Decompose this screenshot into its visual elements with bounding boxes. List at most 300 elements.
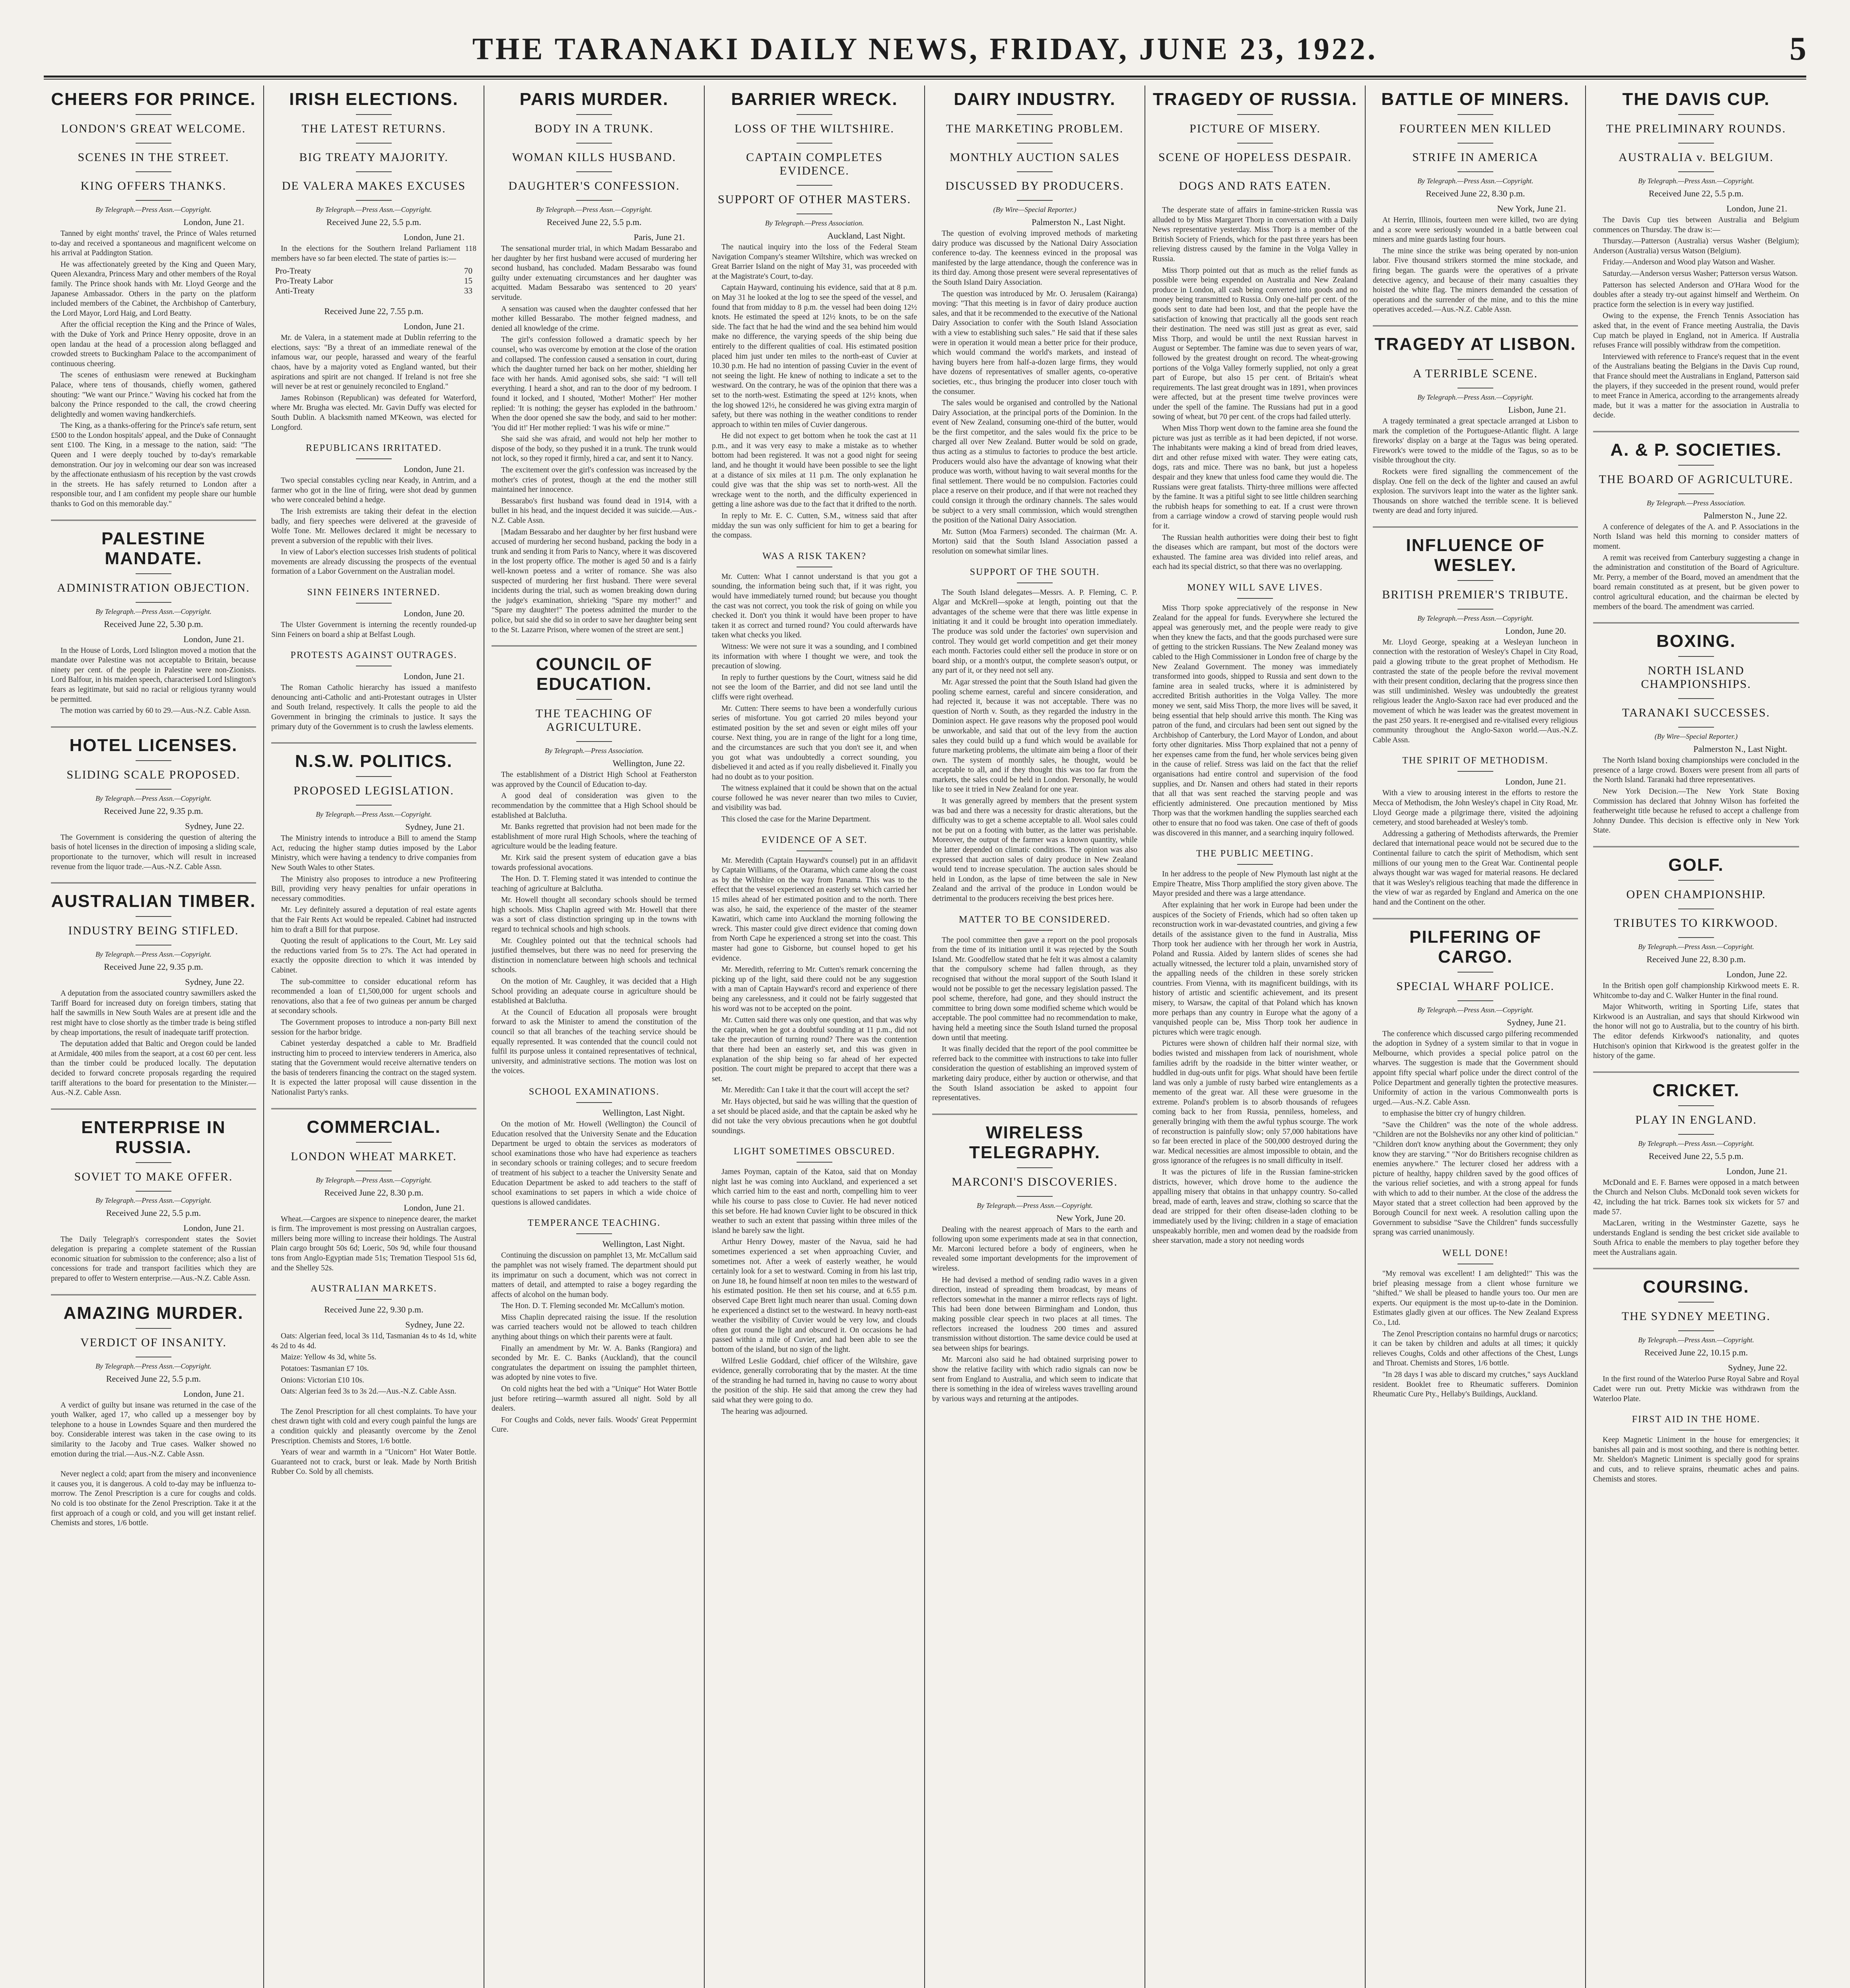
article-body — [271, 620, 476, 640]
section-rule — [932, 1114, 1137, 1115]
article-body — [1593, 1435, 1799, 1484]
subheading: LIGHT SOMETIMES OBSCURED. — [733, 1146, 896, 1157]
paragraph: A conference of delegates of the A. and P. Associations in the North Island was held this morning to consider matters of moment. — [1593, 522, 1799, 551]
paragraph: The King, as a thanks-offering for the Prince's safe return, sent £500 to the London hospitals' appeal, and the Duke of Connaught sent £100. The King, in a message to the nation, said: "The Queen and I were deeply touched by to-day's remarkable demonstration. Our joy in welcoming our dear son was increased by the affectionate enthusiasm of his reception by the vast crowds in the streets. He has safely returned to London after a responsible tour, and I am confident my people share our humble thanks to God on this memorable day." — [51, 421, 256, 509]
divider — [1678, 880, 1714, 881]
article — [1593, 1072, 1799, 1258]
byline: By Telegraph.—Press Assn.—Copyright. — [977, 1201, 1093, 1209]
divider — [1678, 1330, 1714, 1331]
article — [51, 1294, 256, 1460]
paragraph: Potatoes: Tasmanian £7 10s. — [281, 1365, 369, 1373]
paragraph: Mr. Meredith, referring to Mr. Cutten's remark concerning the picking up of the light, said there could not be any suggestion with a man of Captain Hayward's record and experience of there being any carelessness, and it could not be fairly suggested that his word was not to be accepted on the point. — [712, 965, 917, 1013]
paragraph: Mr. Kirk said the present system of education gave a bias towards professional avocations. — [492, 853, 697, 872]
subheading: MONEY WILL SAVE LIVES. — [1187, 582, 1323, 593]
paragraph: He had devised a method of sending radio waves in a given direction, instead of spreading them broadcast, by means of reflectors somewhat in the manner a mirror reflects rays of light. This had been done between Birmingham and London, thus making possible clear speech in two places at all times. The reflectors increased the loudness 200 times and assured transmission without distortion. The same device could be used at sea between ships for bearings. — [932, 1276, 1137, 1353]
paragraph: The Daily Telegraph's correspondent states the Soviet delegation is preparing a complete statement of the Russian economic situation for submission to the conference; also a list of concessions for trade and transport facilities which they are prepared to offer to Western enterprise.—Aus.-N.Z. Cable Assn. — [51, 1235, 256, 1283]
subheading: PROPOSED LEGISLATION. — [293, 784, 454, 798]
paragraph: Mr. Coughley pointed out that the technical schools had justified themselves, but there was no need for preserving the distinction in nomenclature between high schools and technical schools. — [492, 936, 697, 975]
paragraph: Mr. Hays objected, but said he was willing that the question of a set should be placed aside, and that the captain be asked why he did not take the very obvious precautions when he got doubtful soundings. — [712, 1097, 917, 1135]
article — [1152, 582, 1358, 838]
divider — [1678, 698, 1714, 699]
article-body — [1373, 788, 1578, 907]
dateline: London, June 21. — [183, 634, 244, 644]
paragraph: Mr. Howell thought all secondary schools should be termed high schools. Miss Chaplin agreed with Mr. Howell that there was a sort of class distinction springing up in the towns with regard to technical schools and high schools. — [492, 896, 697, 934]
divider — [576, 143, 612, 144]
article-body — [712, 243, 917, 541]
dateline: Auckland, Last Night. — [827, 231, 905, 241]
tally-row — [275, 266, 472, 276]
dateline: Palmerston N., Last Night. — [1032, 217, 1125, 227]
subheading: SLIDING SCALE PROPOSED. — [66, 768, 241, 781]
article — [1373, 325, 1578, 516]
divider — [576, 1102, 612, 1103]
dateline: Sydney, June 22. — [185, 977, 244, 987]
paragraph: Patterson has selected Anderson and O'Hara Wood for the doubles after a steady try-out against himself and Wertheim. On practice form the selection is in every way justified. — [1593, 281, 1799, 309]
article — [1373, 755, 1578, 907]
divider — [1017, 143, 1053, 144]
article — [932, 567, 1137, 904]
column-3 — [484, 85, 705, 1988]
divider — [136, 602, 171, 603]
article-body — [1373, 215, 1578, 315]
headline: CHEERS FOR PRINCE. — [51, 89, 256, 109]
headline: ENTERPRISE IN RUSSIA. — [81, 1117, 226, 1157]
subheading: FOURTEEN MEN KILLED — [1399, 122, 1552, 135]
received-time: Received June 22, 5.5 p.m. — [326, 217, 422, 227]
dateline: Sydney, June 22. — [1728, 1363, 1787, 1373]
tally-label: Pro-Treaty Labor — [275, 276, 333, 286]
subheading: AUSTRALIAN MARKETS. — [310, 1283, 437, 1294]
byline: By Telegraph.—Press Assn.—Copyright. — [1417, 177, 1533, 185]
subheading: SINN FEINERS INTERNED. — [307, 587, 441, 598]
dateline: London, June 21. — [404, 321, 464, 332]
article — [271, 1407, 476, 1477]
divider — [1678, 727, 1714, 728]
headline: COMMERCIAL. — [307, 1117, 441, 1137]
divider — [576, 1233, 612, 1234]
subheading: MONTHLY AUCTION SALES — [950, 151, 1120, 164]
divider — [1457, 1000, 1493, 1001]
paragraph: Maize: Yellow 4s 3d, white 5s. — [281, 1353, 377, 1362]
article — [492, 89, 697, 635]
subheading: VERDICT OF INSANITY. — [80, 1336, 227, 1349]
divider — [1678, 656, 1714, 657]
article-body — [51, 1470, 256, 1528]
article-body — [712, 572, 917, 825]
paragraph: This closed the case for the Marine Department. — [721, 815, 871, 824]
paragraph: The deputation added that Baltic and Oregon could be landed at Armidale, 400 miles from the seaport, at a cost 60 per cent. less than the timber could be produced locally. The deputation decided to forward concrete proposals regarding the required tariff alterations to the board for presentation to the Minister.—Aus.-N.Z. Cable Assn. — [51, 1040, 256, 1097]
tally-label: Pro-Treaty — [275, 266, 311, 276]
divider — [356, 776, 392, 777]
subheading: SPECIAL WHARF POLICE. — [1396, 979, 1555, 993]
paragraph: The Ulster Government is interning the recently rounded-up Sinn Feiners on board a ship at Belfast Lough. — [271, 621, 476, 639]
article — [271, 650, 476, 732]
paragraph: Miss Thorp pointed out that as much as the relief funds as possible were being expended on Australia and New Zealand produce in London, all cash being converted into goods and no money being transmitted to Russia. Only one-half per cent. of the goods sent to date had been lost, and that the people have the satisfaction of knowing that practically all the goods sent reach their destination. The need was still just as great as ever, said Miss Thorp, and would be until the next Russian harvest in August or September. The famine was due to seven years of war, followed by the greatest drought on record. The wheat-growing portions of the Volga Valley formerly supplied, not only a great part of Europe, but also 15 per cent. of Britain's wheat requirements. The last great drought was in 1891, when provinces were affected, but at the present time twelve provinces were under the spell of the famine. The Russians had put in a good sowing of wheat, but 70 per cent. of the crops had failed utterly. — [1152, 266, 1358, 421]
headline: TRAGEDY OF RUSSIA. — [1152, 89, 1358, 109]
subheading: OPEN CHAMPIONSHIP. — [1626, 887, 1766, 901]
paragraph: The Ministry also proposes to introduce a new Profiteering Bill, providing very heavy penalties for unfair operations in necessary commodities. — [271, 875, 476, 903]
article-body — [271, 244, 476, 264]
article — [1593, 622, 1799, 836]
divider — [1457, 143, 1493, 144]
article-body — [51, 833, 256, 872]
dateline: London, June 21. — [404, 232, 464, 242]
paragraph: A verdict of guilty but insane was returned in the case of the youth Walker, aged 17, who called up a messenger boy by telephone to a house in Lowndes Square and then murdered the boy. Considerable interest was taken in the case owing to its similarity to the Jacoby and True cases. Walker showed no emotion during the trial.—Aus.-N.Z. Cable Assn. — [51, 1401, 256, 1458]
paragraph: Pictures were shown of children half their normal size, with bodies twisted and misshapen from lack of nourishment, whole families adrift by the roadside in the bitter winter weather, or huddled in dug-outs unfit for pigs. What should have been fertile land was only a jumble of rusty barbed wire entanglements as a memento of the great war. All these were gruesome in the extreme. Poland's problem is to absorb thousands of refugees coming back to her from Russia, penniless, homeless, and generally bringing with them the awful typhus scourge. The work of reconstruction is painfully slow; only 57,000 habitations have so far been erected in place of the 500,000 destroyed during the war. Medical necessities are almost impossible to obtain, and the gross ignorance of the refugees is no small difficulty in itself. — [1152, 1039, 1358, 1165]
article — [492, 1218, 697, 1435]
tally-label: Anti-Treaty — [275, 286, 315, 296]
divider — [1237, 200, 1273, 201]
divider — [1237, 864, 1273, 865]
paragraph: The Irish extremists are taking their defeat in the election badly, and fiery speeches were delivered at the graveside of Wolfe Tone. Mr. Mellowes declared it might be necessary to prevent a subversion of the republic with their lives. — [271, 507, 476, 545]
article — [271, 1108, 476, 1274]
paragraph: The sensational murder trial, in which Madam Bessarabo and her daughter by her first husband were accused of murdering her second husband, has concluded. Madam Bessarabo was found guilty under extenuating circumstances and her daughter was acquitted. Madam Bessarabo was sentenced to 20 years' servitude. — [492, 245, 697, 302]
divider — [1678, 1302, 1714, 1303]
section-rule — [51, 1109, 256, 1110]
divider — [136, 1162, 171, 1163]
divider — [1678, 1134, 1714, 1135]
headline: CRICKET. — [1652, 1080, 1740, 1100]
divider — [1678, 114, 1714, 115]
column-8 — [1586, 85, 1806, 1988]
article — [1593, 431, 1799, 612]
subheading: STRIFE IN AMERICA — [1412, 151, 1539, 164]
page-number: 5 — [1790, 30, 1806, 67]
dateline: London, June 21. — [1505, 777, 1566, 787]
paragraph: The establishment of a District High School at Featherston was approved by the Council of Education to-day. — [492, 771, 697, 789]
article — [1373, 89, 1578, 315]
divider — [356, 1142, 392, 1143]
headline: WIRELESS TELEGRAPHY. — [969, 1122, 1101, 1162]
divider — [136, 200, 171, 201]
dateline: Lisbon, June 21. — [1508, 404, 1566, 415]
divider — [1678, 493, 1714, 494]
byline: By Telegraph.—Press Assn.—Copyright. — [95, 950, 212, 959]
paragraph: The Zenol Prescription contains no harmful drugs or narcotics; it can be taken by children and adults at all times; it quickly relieves Coughs, Colds and other affections of the Chest, Lungs and Throat. Chemists and Stores, 1/6 bottle. — [1373, 1330, 1578, 1368]
columns — [44, 85, 1806, 1988]
paragraph: On the motion of Mr. Caughley, it was decided that a High School providing an adequate course in agriculture should be established at Balclutha. — [492, 977, 697, 1006]
paragraph: A good deal of consideration was given to the recommendation by the committee that a High School should be established at Balclutha. — [492, 792, 697, 820]
dateline: London, June 21. — [183, 1223, 244, 1233]
dateline: London, June 21. — [1726, 1166, 1787, 1176]
article-body — [1373, 1269, 1578, 1400]
section-rule — [1373, 325, 1578, 326]
divider — [1017, 582, 1053, 583]
paragraph: James Poyman, captain of the Katoa, said that on Monday night last he was coming into Auckland, and experienced a set which carried him to the east and north, compelling him to veer while his course to pass close to Cuvier. He had never noticed this set before. He had known Cuvier light to be obscured in thick weather to such an extent that passing within three miles of the island he barely saw the light. — [712, 1168, 917, 1235]
subheading: TEMPERANCE TEACHING. — [527, 1218, 661, 1229]
subheading: BRITISH PREMIER'S TRIBUTE. — [1382, 588, 1569, 601]
divider — [1237, 598, 1273, 599]
divider — [1017, 930, 1053, 931]
divider — [136, 1328, 171, 1329]
divider — [356, 1299, 392, 1300]
divider — [1237, 143, 1273, 144]
byline: By Telegraph.—Press Assn.—Copyright. — [95, 607, 212, 615]
paragraph: It was finally decided that the report of the pool committee be referred back to the committee with instructions to take into fuller consideration the question of establishing an improved system of marketing dairy produce, either by auction or otherwise, and that the South Island association be asked to appoint four representatives. — [932, 1045, 1137, 1103]
section-rule — [1593, 431, 1799, 432]
subheading: A TERRIBLE SCENE. — [1413, 367, 1538, 380]
article — [51, 89, 256, 509]
subheading: WAS A RISK TAKEN? — [762, 551, 867, 561]
byline: By Telegraph.—Press Assn.—Copyright. — [1417, 393, 1533, 401]
article — [712, 1146, 917, 1417]
divider — [576, 171, 612, 172]
divider — [576, 741, 612, 742]
divider — [1457, 771, 1493, 772]
paragraph: The mine since the strike was being operated by non-union labor. Five thousand strikers stormed the mine stockade, and firing began. The guards were the operatives of a private detective agency, and because of their many casualties they hoisted the white flag. The miners demanded the cessation of operations and the surrender of the mine, and to this the mine operatives acceded.—Aus.-N.Z. Cable Assn. — [1373, 247, 1578, 314]
paragraph: Keep Magnetic Liniment in the house for emergencies; it banishes all pain and is most soothing, and there is nothing better. Mr. Sheldon's Magnetic Liniment is specially good for sprains and cuts, and to relieve sprains, rheumatic aches and pains. Chemists and stores. — [1593, 1436, 1799, 1483]
received-time: Received June 22, 8.30 p.m. — [324, 1187, 424, 1198]
received-time: Received June 22, 7.55 p.m. — [324, 306, 424, 316]
subheading: THE LATEST RETURNS. — [301, 122, 446, 135]
paragraph: Mr. Lloyd George, speaking at a Wesleyan luncheon in connection with the restoration of Wesley's Chapel in City Road, paid a glowing tribute to the great prophet of Methodism. He contrasted the state of the people before the revival movement with their present condition, declaring that the progress since then was still undiminished. Wesley was undoubtedly the greatest religious leader the Anglo-Saxon race had ever produced and the movement of which he was leader was the greatest movement in the past 250 years. It re-energised and re-vitalised every religious community throughout the Anglo-Saxon world.—Aus.-N.Z. Cable Assn. — [1373, 638, 1578, 744]
article — [51, 520, 256, 716]
divider — [1678, 143, 1714, 144]
dateline: London, June 21. — [404, 671, 464, 681]
paragraph: Arthur Henry Dowey, master of the Navua, said he had sometimes experienced a set when approaching Cuvier, and sometimes not. After a week of easterly weather, he would certainly look for a set to westward. Coming in from his last trip, on June 18, he found himself at noon ten miles to the westward of his estimated position. He then set his course, and at 6.55 p.m. observed Cape Brett light much nearer than usual. Coming down he experienced a distinct set to the westward. In heavy north-east weather the visibility of Cuvier would be very low, and clouds often got round the light and obscured it. On occasions he had passed within a mile of Cuvier, and had been able to see the bottom of the island, but no sign of the light. — [712, 1238, 917, 1354]
article-body — [712, 1167, 917, 1417]
article-body — [1593, 1178, 1799, 1258]
byline: By Telegraph.—Press Assn.—Copyright. — [95, 206, 212, 214]
paragraph: "Save the Children" was the note of the whole address. "Children are not the Bolsheviks nor any other kind of politician." "Children don't know anything about the Government; they only know they are starving." "Nor do Britishers recognise children as enemies anywhere." The lecturer closed her address with a picture of healthy, happy children saved by the good offices of the various relief societies, and with a strong appeal for funds with which to add to their number. At the close of the address the Mayor stated that a street collection had been approved by the Borough Council for next week. A resolution calling upon the Government to subsidise "Save the Children" funds successfully sprang was carried unanimously. — [1373, 1120, 1578, 1237]
paragraph: The nautical inquiry into the loss of the Federal Steam Navigation Company's steamer Wiltshire, which was wrecked on Great Barrier Island on the night of May 31, was proceeded with at the Magistrate's Court, to-day. — [712, 243, 917, 281]
paragraph: In reply to further questions by the Court, witness said he did not see the loom of the Barrier, and did not see land until the cliffs were right overhead. — [712, 673, 917, 701]
paragraph: The South Island delegates—Messrs. A. P. Fleming, C. P. Algar and McKrell—spoke at length, pointing out that the advantages of the scheme were that there was little expense in initiating it and it could be brought into operation immediately. The produce was sold under the factories' own supervision and control. They would get world competition and get their money each month. Factories could either sell the produce in store or on board ship, or a month's output, the complete season's output, or any part of it, or they need not sell any. — [932, 588, 1137, 675]
paragraph: Mr. Marconi also said he had obtained surprising power to show the relative facility with which radio signals can now be sent from England to Australia, and which seem to indicate that there is something in the idea of wireless waves travelling around by various ways and returning at the antipodes. — [932, 1355, 1137, 1403]
paragraph: In the elections for the Southern Ireland Parliament 118 members have so far been elected. The state of parties is:— — [271, 245, 476, 263]
divider — [1457, 171, 1493, 172]
paragraph: Oats: Algerian feed 3s to 3s 2d.—Aus.-N.Z. Cable Assn. — [281, 1387, 457, 1396]
paragraph: The sales would be organised and controlled by the National Dairy Association, at the principal ports of the Dominion. In the event of New Zealand, consuming one-third of the butter, would be the first competitor, and the sales would fix the price to be charged all over New Zealand. Butter would be sold on grade, thus acting as a stimulus to factories to produce the best article. Producers would also have the advantage of knowing what their produce was worth, without having to wait several months for the final settlement. There would be no compulsion. Factories could place a reserve on their produce, and if that were not reached they could consign it through the ordinary channels. The sales would be subject to a very small commission, which would strengthen the position of the National Dairy Association. — [932, 399, 1137, 525]
article-body — [271, 333, 476, 433]
subheading: THE MARKETING PROBLEM. — [946, 122, 1124, 135]
paragraph: The Government is considering the question of altering the basis of hotel licenses in the direction of imposing a sliding scale, proportionate to the turnover, which will result in increased revenue from the liquor trade.—Aus.-N.Z. Cable Assn. — [51, 833, 256, 871]
received-time: Received June 22, 5.5 p.m. — [1648, 1151, 1744, 1161]
headline: COURSING. — [1643, 1277, 1749, 1297]
paragraph: The question of evolving improved methods of marketing dairy produce was discussed by the National Dairy Association conference to-day. The keenness evinced in the proposal was manifested by the large attendance, though the conference was in its third day. Among those present were several representatives of the South Island Dairy Association. — [932, 229, 1137, 287]
paragraph: Years of wear and warmth in a "Unicorn" Hot Water Bottle. Guaranteed not to crack, burst or leak. Made by North British Rubber Co. Sold by all chemists. — [271, 1448, 476, 1476]
subheading: THE SPIRIT OF METHODISM. — [1402, 755, 1549, 766]
article — [51, 1109, 256, 1284]
headline: BOXING. — [1656, 631, 1736, 651]
paragraph: The witness explained that it could be shown that on the actual course followed he was never nearer than two miles to Cuvier, and visibility was bad. — [712, 784, 917, 812]
subheading: LONDON'S GREAT WELCOME. — [61, 122, 246, 135]
paragraph: The Russian health authorities were doing their best to fight the diseases which are rampant, but most of the doctors were exhausted. The famine area was divided into relief areas, and each had its special district, so that there was no overlapping. — [1152, 533, 1358, 571]
subheading: LOSS OF THE WILTSHIRE. — [735, 122, 894, 135]
paragraph: Miss Thorp spoke appreciatively of the response in New Zealand for the appeal for funds. Everywhere she lectured the appeal was generously met, and the people were ready to give when they knew the facts, and that the goods purchased were sure of getting to the stricken Russians. The New Zealand money was cabled to the High Commissioner in London free of charge by the New Zealand Government. The money was immediately transformed into goods, shipped to Russia and sent down to the famine area in sealed trucks, where it is administered by accredited British authorities in the Volga Valley. The more money we sent, said Miss Thorp, the more lives will be saved, it being essential that help should arrive this month. The King was patron of the fund, and circulars had been sent out signed by the Archbishop of Canterbury, the Lord Mayor of London, and about forty other dignitaries. Miss Thorp explained that not a penny of her expenses came from the fund, her whole services being given in the cause of relief. Stress was laid on the fact that the relief organisations had entire control and supervision of the food supplies, and Dr. Nansen and others had stated in their reports that all that was sent reached the starving people and was efficiently administered. One precaution mentioned by Miss Thorp was that the workmen handling the supplies searched each other to ensure that no food was taken. One case of theft of goods was discovered in this manner, and a searching inquiry followed. — [1152, 604, 1358, 837]
byline: By Telegraph.—Press Assn.—Copyright. — [95, 794, 212, 802]
paragraph: In the House of Lords, Lord Islington moved a motion that the mandate over Palestine was not acceptable to Britain, because ninety per cent. of the people in Palestine were non-Zionists. Lord Balfour, in his maiden speech, characterised Lord Islington's fears as legitimate, but said no racial or religious tyranny would be permitted. — [51, 646, 256, 704]
divider — [136, 171, 171, 172]
column-7 — [1366, 85, 1586, 1988]
paragraph: When Miss Thorp went down to the famine area she found the picture was just as terrible as it had been depicted, if not worse. The inhabitants were making a kind of bread from dried leaves, dirt and other refuse mixed with water. They were eating cats, dogs, rats and mice. There was no bank, but just a hopeless despair and they knew that unless food came they would die. The Russians were great fatalists. Thirty-three millions were affected by the famine. It was a pitiful sight to see little children searching the rubbish heaps for something to eat. If a crust were thrown from a carriage window a crowd of starving people would rush for it. — [1152, 424, 1358, 530]
byline: By Telegraph.—Press Assn.—Copyright. — [536, 206, 652, 214]
received-time: Received June 22, 10.15 p.m. — [1644, 1347, 1748, 1358]
paragraph: The Government proposes to introduce a non-party Bill next session for the harbor bridge. — [271, 1018, 476, 1037]
section-rule — [271, 742, 476, 744]
subheading: THE PUBLIC MEETING. — [1196, 848, 1314, 859]
tally-value: 33 — [464, 286, 472, 296]
article — [1593, 1268, 1799, 1404]
divider — [356, 171, 392, 172]
dateline: Wellington, Last Night. — [602, 1107, 685, 1118]
article — [1152, 848, 1358, 1246]
dateline: London, June 21. — [404, 1202, 464, 1213]
byline: By Telegraph.—Press Assn.—Copyright. — [1638, 177, 1754, 185]
byline: By Telegraph.—Press Assn.—Copyright. — [95, 1362, 212, 1370]
paragraph: A remit was received from Canterbury suggesting a change in the administration and constitution of the Board of Agriculture. Mr. Perry, a member of the Board, moved an amendment that the board remain constituted as at present, but be given power to control agricultural education, and the chairman be elected by members of the board. The amendment was carried. — [1593, 553, 1799, 611]
dateline: Paris, June 21. — [634, 232, 685, 242]
paragraph: Major Whitworth, writing in Sporting Life, states that Kirkwood is an Australian, and says that should Kirkwood win the honor will not go to Australia, but to the country of his birth. The editor defends Kirkwood's nationality, and quotes Hutchison's opinion that Kirkwood is the greatest golfer in the history of the game. — [1593, 1003, 1799, 1060]
dateline: London, June 21. — [1726, 204, 1787, 214]
dateline: London, June 22. — [1726, 969, 1787, 979]
byline: By Telegraph.—Press Assn.—Copyright. — [1417, 1006, 1533, 1014]
divider — [1237, 114, 1273, 115]
divider — [356, 200, 392, 201]
paragraph: The hearing was adjourned. — [721, 1407, 808, 1416]
section-rule — [1593, 622, 1799, 623]
byline: By Telegraph.—Press Assn.—Copyright. — [316, 206, 432, 214]
paragraph: Mr. Meredith: Can I take it that the court will accept the set? — [721, 1086, 909, 1095]
divider — [1457, 609, 1493, 610]
headline: PALESTINE MANDATE. — [101, 528, 206, 568]
article — [1593, 89, 1799, 421]
paragraph: A deputation from the associated country sawmillers asked the Tariff Board for increased duty on foreign timbers, stating that half the sawmills in New South Wales are at present idle and the rest might have to close shortly as the timber trade is being stifled by cheap importations, the result of inadequate tariff protection. — [51, 989, 256, 1037]
article — [51, 882, 256, 1098]
newspaper-title: THE TARANAKI DAILY NEWS, FRIDAY, JUNE 23, 1922. — [472, 31, 1378, 66]
column-2 — [264, 85, 484, 1988]
section-rule — [51, 520, 256, 521]
article-body — [492, 1120, 697, 1208]
paragraph: Mr. Meredith (Captain Hayward's counsel) put in an affidavit by Captain Williams, of the Otarama, which came along the coast as by the Wiltshire on the way from Panama. This was to the effect that the vessel experienced an easterly set which carried her 15 miles ahead of her estimated position and to the north. There was also, he said, the experience of the master of the steamer Kawatiri, which came into Auckland the morning following the wreck. This master could give direct evidence that coming down from North Cape he experienced a strong set into the coast. This master had gone to Gisborne, but counsel hoped to get his evidence. — [712, 856, 917, 963]
paragraph: Tanned by eight months' travel, the Prince of Wales returned to-day and received a spontaneous and magnificent welcome on his arrival at Paddington Station. — [51, 229, 256, 258]
paragraph: On the motion of Mr. Howell (Wellington) the Council of Education resolved that the University Senate and the Education Department be urged to obtain the services as moderators of school examinations those who have had experience as teachers in secondary schools or training colleges; and to secure freedom of treatment of his subject to a teacher the University Senate and Education Department be asked to add teachers to the staff of school examinations to set papers in which a wide choice of questions is allowed candidates. — [492, 1120, 697, 1207]
paragraph: After the official reception the King and the Prince of Wales, with the Duke of York and Prince Henry opposite, drove in an open landau at the head of a procession along beflagged and crowded streets to Buckingham Palace to the accompaniment of continuous cheering. — [51, 320, 256, 368]
article-body — [1593, 1375, 1799, 1404]
paragraph: Never neglect a cold; apart from the misery and inconvenience it causes you, it is dangerous. A cold to-day may be influenza to-morrow. The Zenol Prescription is a cure for coughs and colds. No cold is too obstinate for the Zenol Prescription. Take it at the first approach of a cough or cold, and you will get instant relief. Chemists and stores, 1/6 bottle. — [51, 1470, 256, 1528]
paragraph: The question was introduced by Mr. O. Jerusalem (Kairanga) moving: "That this meeting is in favor of dairy produce auction sales, and that it be recommended to the executive of the National Dairy Association to confer with the South Island Association with a view to establishing such sales." He said that if these sales were in operation it would mean a better price for their produce, which would command the world's markets, and instead of having buyers here from half-a-dozen large firms, they would have dozens of representatives of smaller agents, co-operative societies, etc., thus bringing the producer into closer touch with the consumer. — [932, 289, 1137, 396]
paragraph: The girl's confession followed a dramatic speech by her counsel, who was overcome by emotion at the close of the oration and collapsed. The confession caused a sensation in court, during which the daughter turned her back on her mother, shielding her face with her hands. Amid agonised sobs, she said: "I will tell everything. I heard a shot, and ran to the door of my bedroom. I found it locked, and I shouted, 'Mother! Mother!' Her mother replied: 'It is nothing; the geyser has exploded in the bathroom.' When the door opened she saw the body, and said to her mother: 'You did it!' Her mother replied: 'I was his wife or mine.'" — [492, 336, 697, 432]
headline: AMAZING MURDER. — [63, 1303, 244, 1323]
subheading: AUSTRALIA v. BELGIUM. — [1618, 151, 1774, 164]
tally-row — [275, 276, 472, 286]
headline: THE DAVIS CUP. — [1622, 89, 1770, 109]
subheading: SCENES IN THE STREET. — [78, 151, 229, 164]
section-rule — [1593, 846, 1799, 847]
article-body — [51, 989, 256, 1098]
article — [932, 914, 1137, 1103]
paragraph: In her address to the people of New Plymouth last night at the Empire Theatre, Miss Thorp amplified the story given above. The Mayor presided and there was a large attendance. — [1152, 870, 1358, 898]
paragraph: The Hon. D. T. Fleming seconded Mr. McCallum's motion. — [501, 1302, 685, 1310]
dateline: Sydney, June 22. — [185, 821, 244, 831]
column-6 — [1145, 85, 1366, 1988]
received-time: Received June 22, 8.30 p.m. — [1426, 188, 1525, 198]
divider — [1678, 465, 1714, 466]
byline: By Telegraph.—Press Assn.—Copyright. — [1417, 614, 1533, 622]
paragraph: It was generally agreed by members that the present system was bad and there was a necessity for drastic alterations, but the difficulty was to get a scheme acceptable to all. Wool sales could not be put on a footing with butter, as the latter was perishable. Moreover, the output of the farmer was a known quantity, while the latter depended on climatic conditions. The opinion was also expressed that auction sales of dairy produce in New Zealand would tend to increase speculation. The auction sales should be held in London, as the lapse of time between the sale in New Zealand and the arrival of the produce in London would be detrimental to the producers receiving the best prices here. — [932, 797, 1137, 903]
paragraph: Mr. Banks regretted that provision had not been made for the establishment of more rural High Schools, where the teaching of agriculture would be the leading feature. — [492, 823, 697, 851]
byline: (By Wire—Special Reporter.) — [993, 206, 1077, 214]
article — [271, 306, 476, 433]
section-rule — [1373, 526, 1578, 528]
paragraph: [Madam Bessarabo and her daughter by her first husband were accused of murdering her second husband, packing the body in a trunk and sending it from Paris to Nancy, where it was discovered in the lost property office. The mother is aged 50 and is a fairly well-known poetess and a writer of romance. She was also suspected of murdering her first husband. There were several incidents during the trial, such as women breaking down during the judge's examination, shrieking "Spare my mother!" and "Spare my daughter!" The poetess admitted the murder to the police, but said she did so in order to save her daughter being sent to the St. Lazarre Prison, where women of the street are sent.] — [492, 528, 697, 634]
divider — [1017, 1167, 1053, 1168]
paragraph: He did not expect to get bottom when he took the cast at 11 p.m., and it was very easy to make a mistake as to whether bottom had been registered. It was not a good night for seeing land, and he thought it would have been possible to see the light at a distance of six miles at 11 p.m. The only explanation he could give was that the ship was set to north-west. All the wreckage went to the north, and the difficulty experienced in getting a line ashore was due to the fact that it drifted to the north. — [712, 432, 917, 509]
subheading: LONDON WHEAT MARKET. — [291, 1149, 457, 1163]
paragraph: "My removal was excellent! I am delighted!" This was the brief pleasing message from a client whose furniture we "shifted." We shall be pleased to handle yours too. Our men are experts. Our equipment is the most up-to-date in the Dominion. Estimates gladly given at our offices. The New Zealand Express Co., Ltd. — [1373, 1270, 1578, 1327]
paragraph: The motion was carried by 60 to 29.—Aus.-N.Z. Cable Assn. — [60, 707, 251, 715]
article-body — [271, 1332, 476, 1397]
subheading: DOGS AND RATS EATEN. — [1179, 179, 1331, 192]
article-body — [1593, 981, 1799, 1061]
divider — [136, 573, 171, 574]
subheading: SUPPORT OF THE SOUTH. — [970, 567, 1100, 577]
headline: COUNCIL OF EDUCATION. — [536, 654, 653, 694]
article — [1152, 89, 1358, 572]
divider — [136, 1191, 171, 1192]
paragraph: The conference which discussed cargo pilfering recommended the adoption in Sydney of a system similar to that in vogue in Melbourne, which provides a special police patrol on the wharves. The suggestion is made that the Government should appoint fifty special wharf police under the direct control of the Police Department and generally tighten the protective measures. Uniformity of action in the various Commonwealth ports is urged.—Aus.-N.Z. Cable Assn. — [1373, 1029, 1578, 1107]
headline: PILFERING OF CARGO. — [1409, 927, 1541, 967]
article — [51, 1470, 256, 1528]
article-body — [932, 936, 1137, 1103]
paragraph: The scenes of enthusiasm were renewed at Buckingham Palace, where tens of thousands, chiefly women, gathered shouting: "We want our Prince." Waving his cocked hat from the balcony the Prince responded to the call, the crowd cheering delightedly and women waving handkerchiefs. — [51, 371, 256, 419]
byline: By Telegraph.—Press Assn.—Copyright. — [1638, 1336, 1754, 1344]
subheading: THE TEACHING OF AGRICULTURE. — [535, 707, 653, 734]
paragraph: Mr. Cutten: What I cannot understand is that you got a sounding, the information being such that, if it was right, you would have immediately turned round; but because you thought the cast was not correct, you took the risk of going on while you checked it. Don't you think it would have been proper to have taken it as correct and turned round? You could afterwards have taken what checks you liked. — [712, 572, 917, 640]
dateline: Palmerston N., Last Night. — [1693, 744, 1787, 754]
paragraph: After explaining that her work in Europe had been under the auspices of the Society of Friends, which had so often taken up reconstruction work in war-devastated countries, and giving a few details of the assistance given to the fund in Australia, Miss Thorp took her audience with her through her work in Austria, Poland and Russia. Aided by lantern slides of scenes she had actually witnessed, the lecturer told a plain, unvarnished story of the appalling needs of the children in these sorely stricken countries. From Vienna, with its magnificent buildings, with its history of artistic and scientific achievement, and its present misery, to Warsaw, the capital of that Poland which has known more perhaps than any country in Europe what the agony of a vanquished people can be, Miss Thorp took her audience in pictures which were tragic enough. — [1152, 901, 1358, 1037]
article — [1373, 918, 1578, 1238]
received-time: Received June 22, 5.5 p.m. — [106, 1373, 201, 1384]
article-body — [1373, 417, 1578, 516]
paragraph: Witness: We were not sure it was a sounding, and I combined its information with where I thought we were, and took the precaution of slowing. — [712, 642, 917, 671]
subheading: THE BOARD OF AGRICULTURE. — [1599, 472, 1794, 486]
headline: PARIS MURDER. — [519, 89, 669, 109]
dateline: Wellington, Last Night. — [602, 1239, 685, 1249]
article-body — [271, 476, 476, 577]
tally-value: 70 — [464, 266, 472, 276]
subheading: INDUSTRY BEING STIFLED. — [68, 924, 239, 938]
paragraph: The North Island boxing championships were concluded in the presence of a large crowd. Boxers were present from all parts of the North Island. Taranaki had three representatives. — [1593, 756, 1799, 784]
article — [51, 726, 256, 872]
paragraph: At the Council of Education all proposals were brought forward to ask the Minister to amend the constitution of the council so that all branches of the teaching service should be equally represented. It was contended that the council could not fulfil its purpose unless it contained representatives of technical, university, and administrative sections. The motion was lost on the voices. — [492, 1008, 697, 1076]
paragraph: Mr. de Valera, in a statement made at Dublin referring to the elections, says: "By a threat of an immediate renewal of the infamous war, our people, harassed and weary of the fearful chaos, have by a majority voted as England wanted, but their aspirations and spirit are not changed. If Ireland is not free she will never be at rest or genuinely reconciled to England." — [271, 334, 476, 391]
dateline: London, June 21. — [183, 217, 244, 227]
section-rule — [1593, 1268, 1799, 1269]
paragraph: James Robinson (Republican) was defeated for Waterford, where Mr. Brugha was elected. Mr. Gavin Duffy was elected for South Dublin. A blacksmith named M'Keown, was elected for Longford. — [271, 394, 476, 432]
divider — [1457, 359, 1493, 360]
tally-value: 15 — [464, 276, 472, 286]
divider — [356, 458, 392, 459]
divider — [356, 143, 392, 144]
article-body — [1593, 522, 1799, 612]
masthead — [44, 16, 1806, 78]
divider — [136, 114, 171, 115]
dateline: London, June 20. — [1505, 625, 1566, 636]
paragraph: The excitement over the girl's confession was increased by the mother's cries of protest, though at the end the mother still maintained her innocence. — [492, 466, 697, 494]
byline: By Telegraph.—Press Assn.—Copyright. — [1638, 1139, 1754, 1147]
headline: BATTLE OF MINERS. — [1381, 89, 1570, 109]
divider — [136, 760, 171, 761]
divider — [356, 603, 392, 604]
subheading: SUPPORT OF OTHER MASTERS. — [717, 193, 911, 206]
paragraph: Cabinet yesterday despatched a cable to Mr. Bradfield instructing him to proceed to interview tenderers in America, also stating that the Government would receive alternative tenders on the basis of tenderers financing the contract on the staged system. It is expected the latter proposal will cause dissention in the Nationalist Party's ranks. — [271, 1039, 476, 1097]
section-rule — [51, 1294, 256, 1295]
divider — [1017, 200, 1053, 201]
received-time: Received June 22, 5.5 p.m. — [1648, 188, 1744, 198]
article-body — [1593, 756, 1799, 836]
article — [492, 645, 697, 1076]
